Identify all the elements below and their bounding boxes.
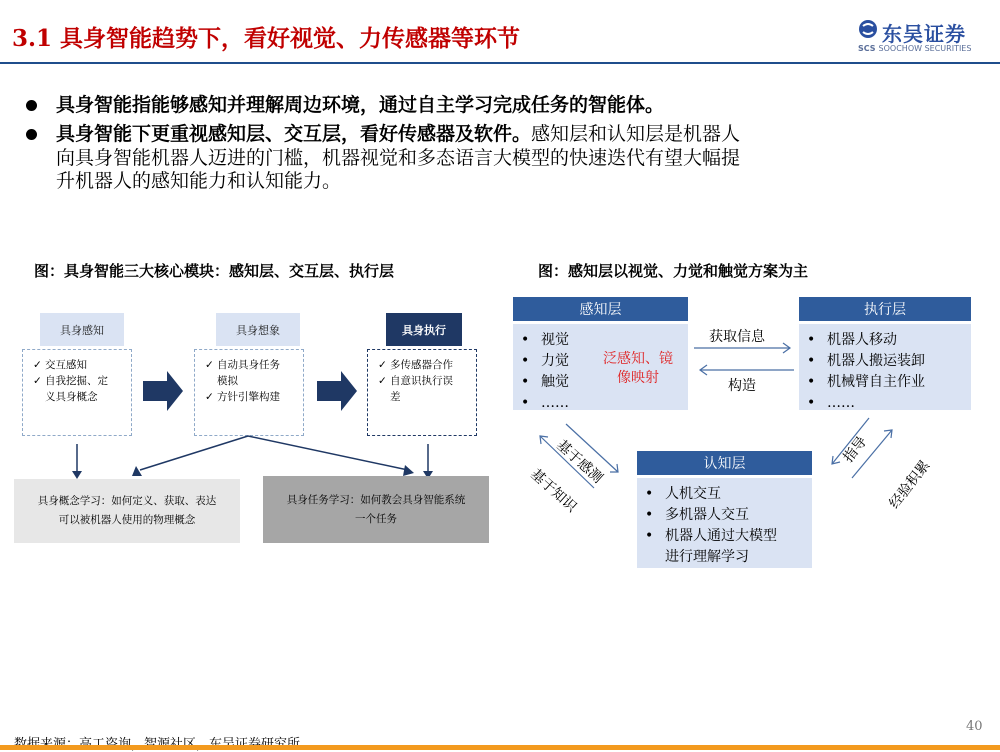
module-item: 模拟 xyxy=(217,375,238,387)
arrow-label-construct: 构造 xyxy=(728,378,756,394)
module-item: 交互感知 xyxy=(45,359,87,371)
cognition-item: 机器人通过大模型 xyxy=(665,528,777,544)
right-figure-caption: 图：感知层以视觉、力觉和触觉方案为主 xyxy=(538,262,809,280)
execution-item: 机器人移动 xyxy=(827,332,897,348)
arrow-label-experience: 经验积累 xyxy=(886,457,934,512)
arrow-label-acquire: 获取信息 xyxy=(709,329,765,345)
bullet-2-line-3: 升机器人的感知能力和认知能力。 xyxy=(56,170,342,192)
cognition-layer-title: 认知层 xyxy=(637,451,812,475)
bullet-2-rest: 感知层和认知层是机器人 xyxy=(531,123,741,145)
module-header-perception: 具身感知 xyxy=(40,313,124,346)
execution-item: 机械臂自主作业 xyxy=(827,374,925,390)
perception-highlight-line-1: 泛感知、镜 xyxy=(603,351,673,367)
bullet-1-text: 具身智能指能够感知并理解周边环境，通过自主学习完成任务的智能体。 xyxy=(56,94,665,116)
cognition-item: 人机交互 xyxy=(665,486,721,502)
arrow-label-knowledge: 基于知识 xyxy=(527,466,580,516)
bullet-2-line-2: 向具身智能机器人迈进的门槛，机器视觉和多态语言大模型的快速迭代有望大幅提 xyxy=(56,146,741,169)
page-number: 40 xyxy=(966,719,983,734)
module-item: 差 xyxy=(390,391,401,403)
perception-item: 触觉 xyxy=(541,374,569,390)
module-header-execution: 具身执行 xyxy=(386,313,462,346)
concept-learning-line-2: 可以被机器人使用的物理概念 xyxy=(58,514,196,526)
check-icon: ✓ xyxy=(205,391,214,403)
module-item: 义具身概念 xyxy=(45,391,98,403)
perception-item: …… xyxy=(541,395,569,411)
concept-learning-line-1: 具身概念学习：如何定义、获取、表达 xyxy=(37,495,217,507)
module-item: 多传感器合作 xyxy=(390,359,453,371)
arrow-label-sensing: 基于感测 xyxy=(553,437,606,487)
cognition-item: 多机器人交互 xyxy=(665,507,749,523)
logo-name: 东吴证券 xyxy=(882,22,966,46)
task-learning-line-2: 一个任务 xyxy=(355,512,397,525)
task-learning-line-1: 具身任务学习：如何教会具身智能系统 xyxy=(286,493,466,506)
check-icon: ✓ xyxy=(33,359,42,371)
module-item: 自动具身任务 xyxy=(217,359,280,371)
logo-english: SOOCHOW SECURITIES xyxy=(878,44,972,53)
module-item: 自意识执行误 xyxy=(390,375,453,387)
page-title: 3.1 具身智能趋势下，看好视觉、力传感器等环节 xyxy=(12,25,521,52)
execution-layer-title: 执行层 xyxy=(799,297,971,321)
cognition-layer-list: • 人机交互 • 多机器人交互 • 机器人通过大模型 进行理解学习 xyxy=(637,478,812,568)
check-icon: ✓ xyxy=(378,375,387,387)
module-header-imagination: 具身想象 xyxy=(216,313,300,346)
left-figure-caption: 图：具身智能三大核心模块：感知层、交互层、执行层 xyxy=(34,262,395,280)
module-item: 方针引擎构建 xyxy=(217,391,280,403)
module-item: 自我挖掘、定 xyxy=(45,375,108,387)
bullet-2-bold: 具身智能下更重视感知层、交互层，看好传感器及软件。 xyxy=(56,123,532,145)
logo-letters: SCS xyxy=(858,44,876,53)
check-icon: ✓ xyxy=(378,359,387,371)
perception-layer-list: • 视觉 • 力觉 • 触觉 • …… xyxy=(513,324,688,410)
perception-item: 视觉 xyxy=(541,332,569,348)
execution-layer-list: • 机器人移动 • 机器人搬运装卸 • 机械臂自主作业 • …… xyxy=(799,324,971,410)
perception-layer-title: 感知层 xyxy=(513,297,688,321)
cognition-item: 进行理解学习 xyxy=(665,549,749,565)
perception-item: 力觉 xyxy=(541,353,569,369)
check-icon: ✓ xyxy=(33,375,42,387)
execution-item: 机器人搬运装卸 xyxy=(827,353,925,369)
perception-highlight-line-2: 像映射 xyxy=(617,370,659,386)
execution-item: …… xyxy=(827,395,855,411)
footer-bar xyxy=(0,745,1000,750)
check-icon: ✓ xyxy=(205,359,214,371)
arrow-label-guide: 指导 xyxy=(840,433,871,466)
